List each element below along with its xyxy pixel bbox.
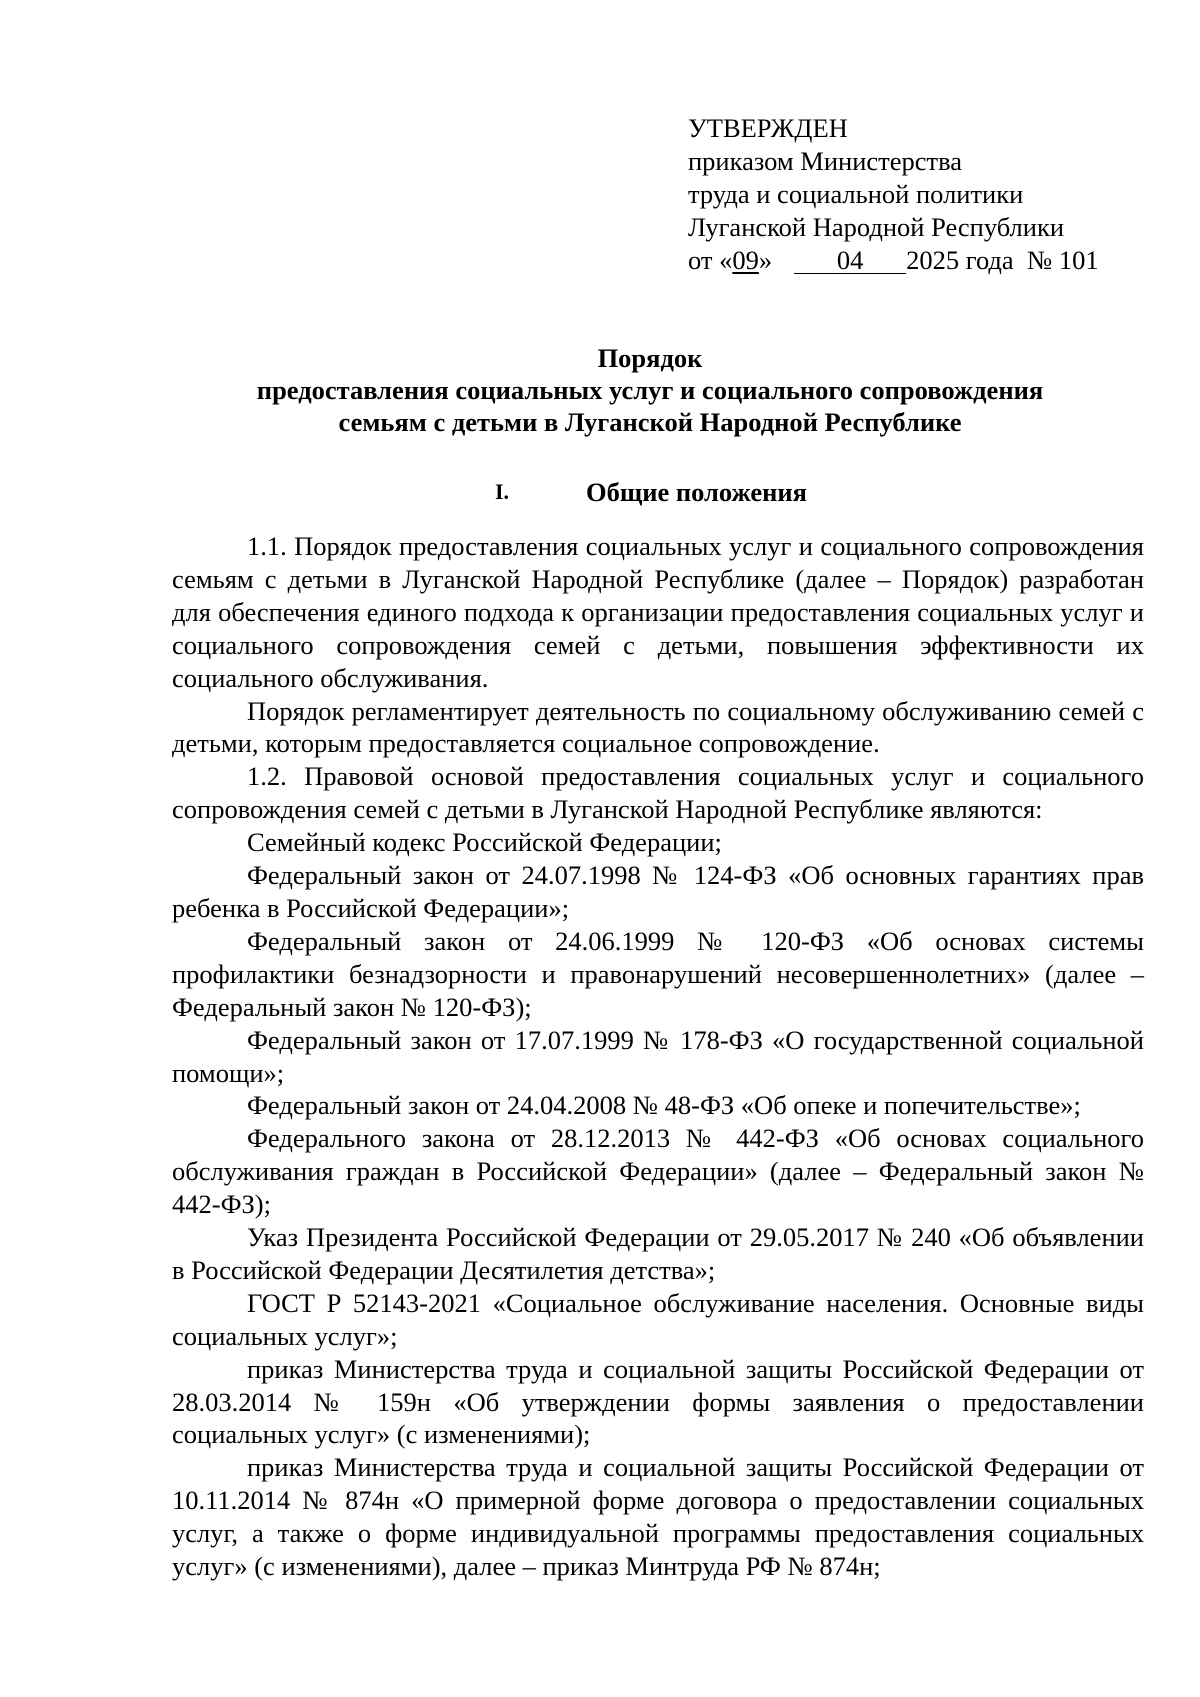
paragraph: Федеральный закон от 24.07.1998 № 124-ФЗ «Об основных гарантиях прав ребенка в Российской Федерации»; bbox=[172, 860, 1144, 923]
date-prefix: от « bbox=[688, 245, 733, 275]
section-name: Общие положения bbox=[586, 477, 808, 507]
approval-date-line bbox=[688, 244, 1158, 277]
paragraph: Указ Президента Российской Федерации от 29.05.2017 № 240 «Об объявлении в Российской Федерации Десятилетия детства»; bbox=[172, 1222, 1144, 1285]
paragraph: ГОСТ Р 52143-2021 «Социальное обслуживание населения. Основные виды социальных услуг»; bbox=[172, 1287, 1144, 1351]
paragraph: Порядок регламентирует деятельность по социальному обслуживанию семей с детьми, которым предоставляется социальное сопровождение. bbox=[172, 695, 1144, 759]
paragraph: Федерального закона от 28.12.2013 № 442-ФЗ «Об основах социального обслуживания граждан в Российской Федерации» (далее – Федеральный закон № 442-ФЗ); bbox=[172, 1123, 1144, 1220]
paragraph: Семейный кодекс Российской Федерации; bbox=[247, 827, 722, 858]
paragraph: Федеральный закон от 24.06.1999 № 120-ФЗ «Об основах системы профилактики безнадзорности и правонарушений несовершеннолетних» (далее – Федеральный закон № 120-ФЗ); bbox=[172, 925, 1144, 1022]
paragraph: 1.1. Порядок предоставления социальных услуг и социального сопровождения семьям с детьми в Луганской Народной Республике (далее – Порядок) разработан для обеспечения единого подхода к организации предоставления социальных услуг и социального сопровождения семей с детьми, повышения эффективности их социального обслуживания. bbox=[172, 531, 1144, 693]
paragraph: Федеральный закон от 17.07.1999 № 178-ФЗ «О государственной социальной помощи»; bbox=[172, 1024, 1144, 1088]
approval-line-3: Луганской Народной Республики bbox=[688, 212, 1065, 242]
paragraph: приказ Министерства труда и социальной защиты Российской Федерации от 28.03.2014 № 159н «Об утверждении формы заявления о предоставлении социальных услуг» (с изменениями); bbox=[172, 1353, 1144, 1450]
title-line-3: семьям с детьми в Луганской Народной Республике bbox=[338, 407, 962, 437]
date-year: 2025 года bbox=[906, 245, 1014, 275]
document-body bbox=[172, 530, 1144, 1583]
section-heading bbox=[150, 475, 1150, 509]
paragraph: приказ Министерства труда и социальной защиты Российской Федерации от 10.11.2014 № 874н «О примерной форме договора о предоставлении социальных услуг, а также о форме индивидуальной программы предоставления социальных услуг» (с изменениями), далее – приказ Минтруда РФ № 874н; bbox=[172, 1452, 1144, 1582]
approval-line-2: труда и социальной политики bbox=[688, 179, 1024, 209]
section-number: I. bbox=[495, 479, 510, 504]
approval-heading: УТВЕРЖДЕН bbox=[688, 113, 848, 143]
paragraph: 1.2. Правовой основой предоставления социальных услуг и социального сопровождения семей с детьми в Луганской Народной Республике являются: bbox=[172, 761, 1144, 825]
document-title bbox=[150, 342, 1150, 438]
date-day: 09 bbox=[732, 245, 759, 275]
date-month: 04 bbox=[794, 247, 906, 274]
approval-block bbox=[688, 112, 1158, 277]
order-number: № 101 bbox=[1026, 245, 1099, 275]
date-day-suffix: » bbox=[758, 245, 773, 275]
approval-line-1: приказом Министерства bbox=[688, 146, 963, 176]
paragraph: Федеральный закон от 24.04.2008 № 48-ФЗ «Об опеке и попечительстве»; bbox=[247, 1090, 1081, 1121]
title-line-1: Порядок bbox=[597, 343, 703, 373]
title-line-2: предоставления социальных услуг и социального сопровождения bbox=[256, 375, 1044, 405]
